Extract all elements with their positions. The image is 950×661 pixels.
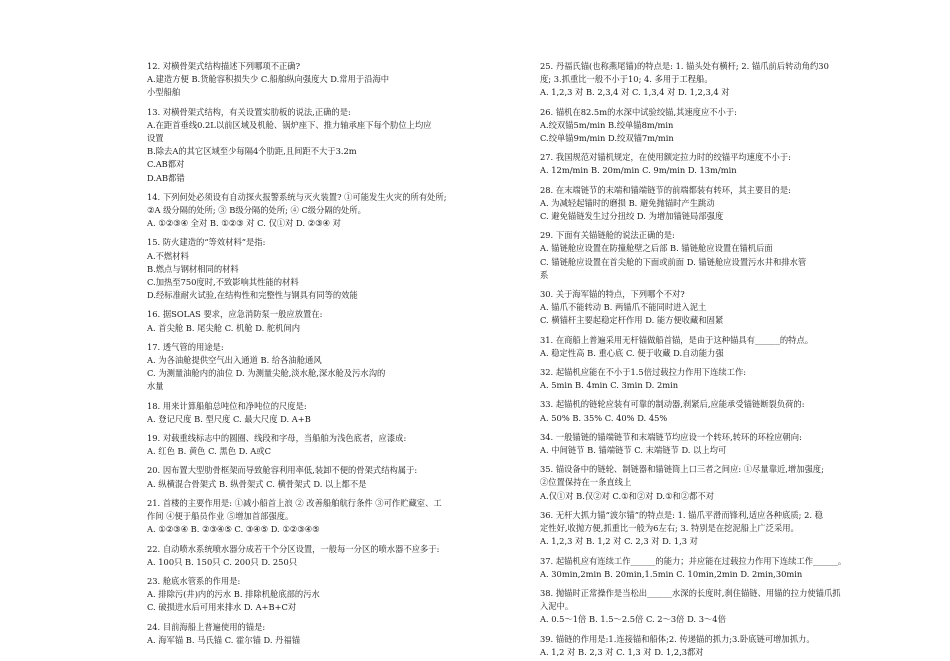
answer-line: A. 排除污(井)内的污水 B. 排除机舱底部的污水 [147,589,320,600]
answer-line: ②位置保持在一条直线上 [540,477,632,488]
question-block [540,366,875,392]
answer-line: A. ①②③④ B. ②③④⑤ C. ③④⑤ D. ①②③④⑤ [147,524,320,535]
answer-line: A. 红色 B. 黄色 C. 黑色 D. A或C [147,446,271,457]
question-text: 20. 因布置大型肋骨框架而导致舱容利用率低,装卸不便的骨架式结构属于: [147,465,418,476]
question-block [540,431,875,457]
answer-line: A.在距首垂线0.2L以前区域及机舱、锅炉座下、推力轴承座下每个肋位上均应 [147,119,432,130]
answer-line: C. 横锚杆主要起稳定杆作用 D. 能方便收藏和固紧 [540,315,724,326]
answer-line: A. 12m/min B. 20m/min C. 9m/min D. 13m/min [540,165,737,176]
answer-line: A. 100只 B. 150只 C. 200只 D. 250只 [147,556,298,567]
question-block [147,575,479,615]
answer-line: 度; 3.抓重比一般不小于10; 4. 多用于工程船。 [540,74,713,85]
question-block [540,398,875,424]
answer-line: C.加热至750度时,不致影响其性能的材料 [147,277,299,288]
answer-line: A. 30min,2min B. 20min,1.5min C. 10min,2min D. 2min,30min [540,568,803,579]
question-block [147,464,479,490]
question-text: 32. 起锚机应能在不小于1.5倍过载拉力作用下连续工作: [540,367,747,378]
answer-line: A. 中间链节 B. 锚端链节 C. 末端链节 D. 以上均可 [540,445,727,456]
question-block [540,288,875,328]
answer-line: A. 50% B. 35% C. 40% D. 45% [540,412,668,423]
question-block [147,432,479,458]
answer-line: A.建造方便 B.货舱容积损失少 C.船舶纵向强度大 D.常用于沿海中 [147,74,390,85]
question-text: 25. 丹福氏锚(也称燕尾锚)的特点是: 1. 锚头处有横杆; 2. 锚爪前后转动角约30 [540,61,829,71]
question-text: 38. 抛锚时正常操作是当松出______水深的长度时,刹住锚链、用锚的拉力使锚爪抓 [540,587,841,598]
answer-line: A. 稳定性高 B. 重心底 C. 便于收藏 D.自动能力强 [540,347,724,358]
question-block [147,621,479,647]
question-block [147,308,479,334]
answer-line: 系 [540,269,549,280]
question-text: 39. 锚链的作用是:1.连接锚和船体;2. 传递锚的抓力;3.卧底链可增加抓力。 [540,633,815,644]
question-block [540,587,875,627]
answer-line: A. 海军锚 B. 马氏锚 C. 霍尔锚 D. 丹福锚 [147,634,301,645]
question-text: 33. 起锚机的链轮应装有可靠的制动器,刹紧后,应能承受锚链断裂负荷的: [540,399,805,410]
answer-line: A. 0.5～1倍 B. 1.5～2.5倍 C. 2～3倍 D. 3～4倍 [540,614,726,625]
question-block [147,341,479,394]
answer-line: C. 避免锚链发生过分扭绞 D. 为增加锚链局部强度 [540,211,724,222]
question-text: 35. 锚设备中的链轮、制链器和锚链筒上口三者之间应: ①尽量靠近,增加强度; [540,464,824,475]
question-text: 16. 据SOLAS 要求，应急消防泵一般应放置在: [147,309,323,320]
answer-line: A. 1,2,3 对 B. 2,3,4 对 C. 1,3,4 对 D. 1,2,3,4 对 [540,87,730,98]
answer-line: 小型船舶 [147,87,181,98]
answer-line: A. 锚链舱应设置在防撞舱壁之后部 B. 锚链舱应设置在锚机后面 [540,243,773,254]
question-block [540,229,875,282]
question-text: 14. 下列何处必须设有自动探火报警系统与灭火装置? ①可能发生火灾的所有处所; [147,191,447,202]
answer-line: A. 为各油舱提供空气出入通道 B. 给各油舱通风 [147,355,322,366]
question-text: 36. 无杆大抓力锚“波尔锚”的特点是: 1. 锚爪平滑而锋利,适应各种底质; 2. 稳 [540,509,823,520]
answer-line: A.不燃材料 [147,250,189,261]
question-block [147,60,479,100]
left-column [147,60,479,647]
answer-line: A. 1,2,3 对 B. 1,2 对 C. 2,3 对 D. 1,3 对 [540,536,698,547]
answer-line: C.AB都对 [147,159,185,170]
answer-line: B.燃点与钢材相同的材料 [147,263,239,274]
answer-line: A. 首尖舱 B. 尾尖舱 C. 机舱 D. 舵机间内 [147,322,301,333]
question-text: 29. 下面有关锚链舱的说法正确的是: [540,230,675,241]
answer-line: A. 纵横混合骨架式 B. 纵骨架式 C. 横骨架式 D. 以上都不是 [147,478,367,489]
question-block [540,184,875,224]
question-text: 28. 在末端链节的末端和锚端链节的前端都装有转环，其主要目的是: [540,184,791,195]
question-block [540,633,875,659]
answer-line: A. 锚爪不能转动 B. 两锚爪不能同时进入泥土 [540,302,707,313]
question-block [147,497,479,537]
answer-line: A.绞双锚5m/min B.绞单锚8m/min [540,119,674,130]
question-text: 17. 透气管的用途是: [147,341,224,352]
answer-line: 设置 [147,133,164,144]
question-block [147,236,479,302]
question-block [540,509,875,549]
answer-line: 定性好,收抛方便,抓重比一般为6左右; 3. 特别是在挖泥船上广泛采用。 [540,523,799,534]
answer-line: A. 5min B. 4min C. 3min D. 2min [540,380,679,391]
question-text: 13. 对横骨架式结构，有关设置实肋板的说法,正确的是: [147,106,351,117]
question-block [147,543,479,569]
question-text: 34. 一般锚链的锚端链节和末端链节均应设一个转环,转环的环栓应朝向: [540,431,802,442]
question-text: 22. 自动喷水系统喷水器分成若干个分区设置，一般每一分区的喷水器不应多于: [147,543,440,554]
question-block [540,60,875,100]
question-block [540,106,875,146]
answer-line: D.AB都错 [147,172,185,183]
question-block [147,400,479,426]
question-block [540,334,875,360]
answer-line: D.经标准耐火试验,在结构性和完整性与钢具有同等的效能 [147,290,358,301]
question-text: 21. 首楼的主要作用是: ①减小船首上浪 ② 改善船舶航行条件 ③可作贮藏室、工 [147,497,442,508]
question-text: 12. 对横骨架式结构描述下列哪项不正确? [147,61,301,71]
question-text: 18. 用来计算船舶总吨位和净吨位的尺度是: [147,400,307,411]
answer-line: 入泥中。 [540,601,574,612]
answer-line: 水量 [147,381,164,392]
answer-line: ②A 级分隔的处所; ③ B级分隔的处所; ④ C级分隔的处所。 [147,205,366,216]
question-block [540,555,875,581]
answer-line: A. ①②③④ 全对 B. ①②③ 对 C. 仅①对 D. ②③④ 对 [147,218,341,229]
question-text: 30. 关于海军锚的特点，下列哪个不对? [540,289,685,300]
question-block [540,151,875,177]
question-text: 31. 在商船上普遍采用无杆锚做船首锚，是由于这种锚具有______的特点。 [540,334,814,345]
answer-line: A. 登记尺度 B. 型尺度 C. 最大尺度 D. A+B [147,413,311,424]
question-block [147,191,479,231]
answer-line: A.仅①对 B.仅②对 C.①和②对 D.①和②都不对 [540,490,714,501]
question-text: 37. 起锚机应有连续工作______的能力；并应能在过载拉力作用下连续工作______。 [540,555,847,566]
question-text: 23. 舱底水管系的作用是: [147,575,241,586]
answer-line: 作间 ④便于船员作业 ⑤增加首部强度。 [147,511,294,522]
question-block [540,463,875,503]
answer-line: C. 为测量油舱内的油位 D. 为测量尖舱,淡水舱,深水舱及污水沟的 [147,368,386,379]
answer-line: C. 锚链舱应设置在首尖舱的下面或前面 D. 锚链舱应设置污水井和排水管 [540,256,807,267]
question-text: 24. 目前海船上普遍使用的锚是: [147,621,266,632]
answer-line: A. 为减轻起锚时的磨损 B. 避免抛锚时产生跳动 [540,197,715,208]
question-text: 19. 对载重线标志中的圆圈、线段和字母，当船舶为浅色底者，应漆成: [147,433,407,444]
question-block [147,106,479,185]
question-text: 27. 我国规范对锚机规定，在使用额定拉力时的绞锚平均速度不小于: [540,152,791,163]
answer-line: C. 破损进水后可用来排水 D. A+B+C对 [147,602,297,613]
answer-line: C.绞单锚9m/min D.绞双锚7m/min [540,133,674,144]
question-text: 15. 防火建造的“等效材料”是指: [147,237,266,248]
right-column [540,60,875,659]
answer-line: B.除去A的其它区域至少每隔4个肋距,且间距不大于3.2m [147,146,357,157]
question-text: 26. 锚机在82.5m的水深中试验绞锚,其速度应不小于: [540,106,737,117]
answer-line: A. 1,2 对 B. 2,3 对 C. 1,3 对 D. 1,2,3都对 [540,646,704,657]
